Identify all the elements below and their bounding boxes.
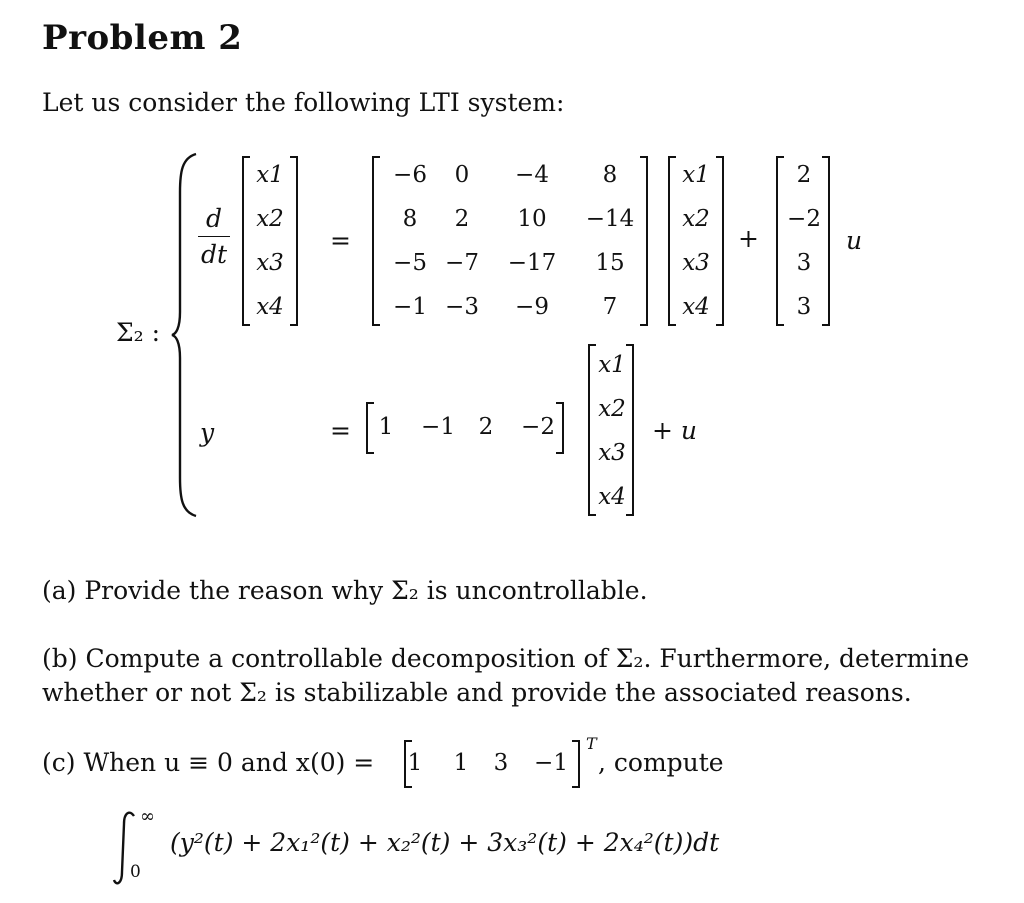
x0-cell: 1: [453, 750, 469, 776]
out-x3: x3: [598, 440, 626, 466]
lhs-x1: x1: [256, 162, 284, 188]
x0-cell: 3: [493, 750, 509, 776]
part-b-line2: whether or not Σ₂ is stabilizable and provide the associated reasons.: [42, 678, 912, 707]
part-a: (a) Provide the reason why Σ₂ is uncontrollable.: [42, 576, 648, 605]
a-cell: 15: [595, 250, 625, 276]
derivative-numerator: d: [205, 204, 222, 233]
lhs-x3: x3: [256, 250, 284, 276]
rhs-x1: x1: [682, 162, 710, 188]
matrix-a-right-bracket: [640, 156, 648, 326]
intro-text: Let us consider the following LTI system:: [42, 88, 565, 117]
c-cell: 2: [478, 414, 494, 440]
rhs-x3: x3: [682, 250, 710, 276]
fraction-bar: [198, 236, 230, 237]
a-cell: −17: [507, 250, 557, 276]
out-x1: x1: [598, 352, 626, 378]
transpose-mark: T: [586, 734, 597, 753]
bracket-left: [242, 156, 250, 326]
a-cell: −14: [585, 206, 635, 232]
a-cell: −6: [393, 162, 427, 188]
c-cell: −1: [421, 414, 455, 440]
a-cell: −4: [515, 162, 549, 188]
matrix-a-left-bracket: [372, 156, 380, 326]
out-x2: x2: [598, 396, 626, 422]
b-cell: 3: [796, 250, 812, 276]
output-lhs: y: [200, 418, 215, 447]
a-cell: −7: [445, 250, 479, 276]
bracket-right: [290, 156, 298, 326]
lhs-x4: x4: [256, 294, 284, 320]
b-cell: 3: [796, 294, 812, 320]
system-label: Σ₂ :: [116, 318, 161, 347]
a-cell: −3: [445, 294, 479, 320]
output-feedthrough: + u: [652, 416, 697, 445]
b-cell: −2: [787, 206, 821, 232]
state-equals: =: [330, 226, 351, 255]
integrand: (y²(t) + 2x₁²(t) + x₂²(t) + 3x₃²(t) + 2x₄²(t))dt: [170, 828, 720, 857]
integral-upper-limit: ∞: [140, 806, 155, 827]
a-cell: −9: [515, 294, 549, 320]
a-cell: 2: [454, 206, 470, 232]
a-cell: 8: [402, 206, 418, 232]
c-cell: 1: [378, 414, 394, 440]
rhs-x2: x2: [682, 206, 710, 232]
rhs-bracket-left: [668, 156, 676, 326]
a-cell: 0: [454, 162, 470, 188]
c-cell: −2: [521, 414, 555, 440]
part-c-prefix: (c) When u ≡ 0 and x(0) =: [42, 748, 375, 777]
part-b-line1: (b) Compute a controllable decomposition of Σ₂. Furthermore, determine: [42, 644, 970, 673]
part-c-suffix: , compute: [598, 748, 724, 777]
x0-cell: 1: [407, 750, 423, 776]
a-cell: 8: [602, 162, 618, 188]
rhs-bracket-right: [716, 156, 724, 326]
out-x4: x4: [598, 484, 626, 510]
a-cell: 10: [517, 206, 547, 232]
rhs-x4: x4: [682, 294, 710, 320]
state-plus: +: [738, 224, 759, 253]
system-brace: [170, 152, 200, 518]
a-cell: −5: [393, 250, 427, 276]
state-input: u: [846, 226, 863, 255]
integral-lower-limit: 0: [130, 862, 141, 882]
a-cell: −1: [393, 294, 427, 320]
lhs-x2: x2: [256, 206, 284, 232]
b-cell: 2: [796, 162, 812, 188]
output-equals: =: [330, 416, 351, 445]
derivative-denominator: dt: [200, 240, 228, 269]
problem-title: Problem 2: [42, 18, 243, 58]
x0-cell: −1: [534, 750, 568, 776]
a-cell: 7: [602, 294, 618, 320]
